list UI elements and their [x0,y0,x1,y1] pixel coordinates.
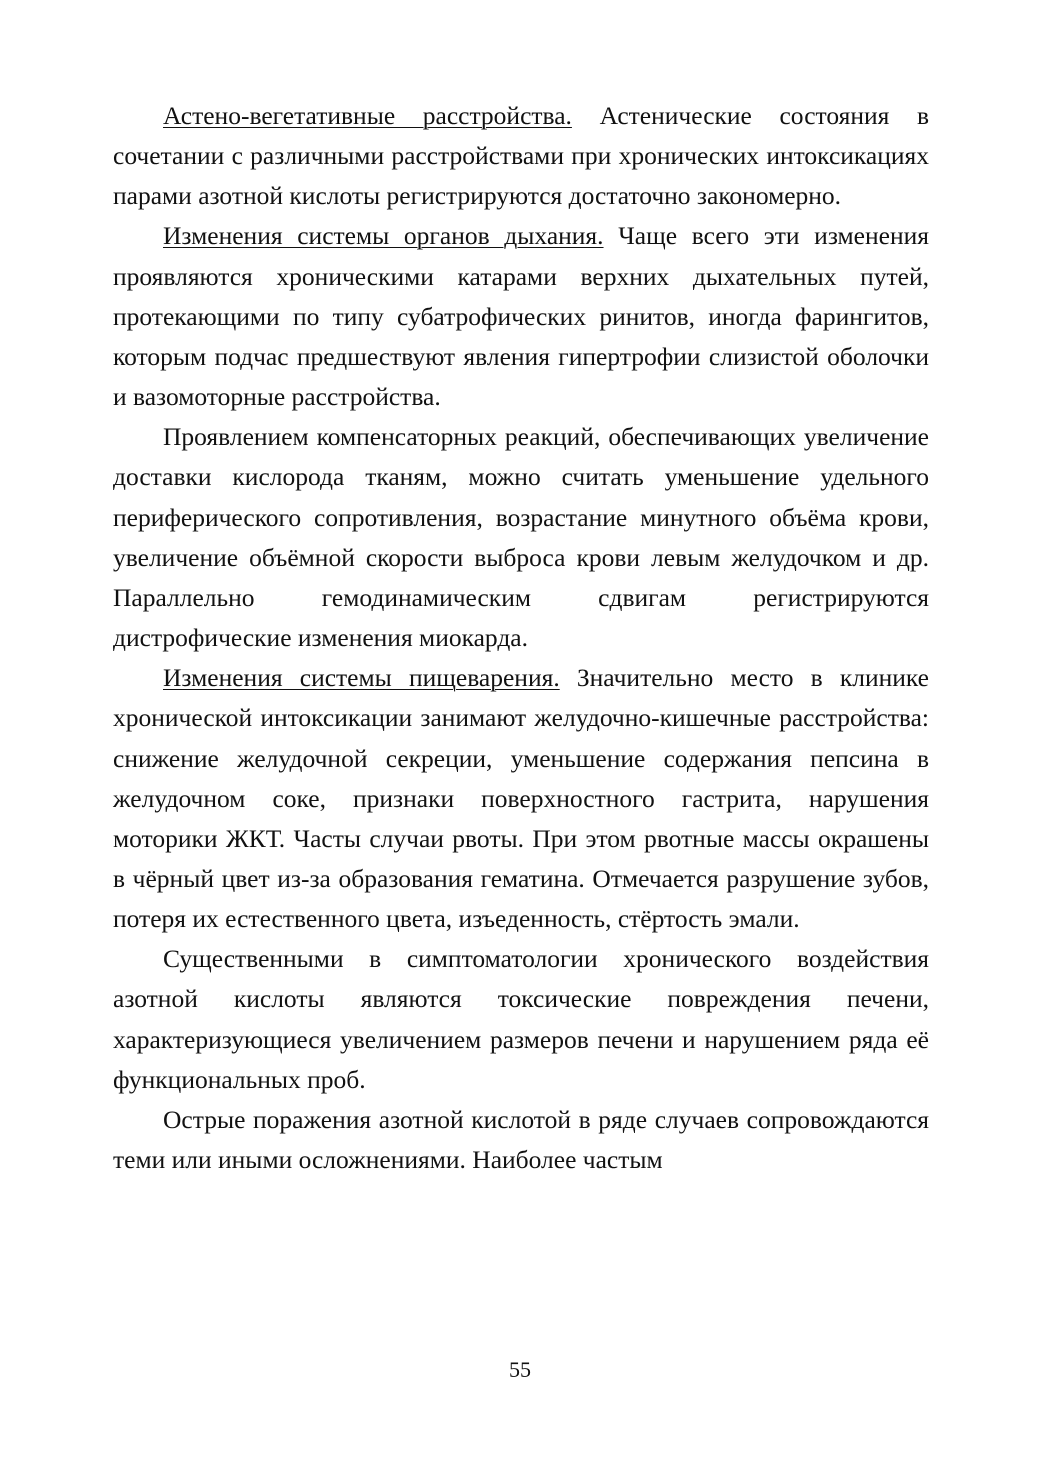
paragraph-text: Проявлением компенсаторных реакций, обеспечивающих увеличение доставки кислорода тканям, можно считать уменьшение удельного периферического сопротивления, возрастание минутного объёма крови, увеличение объёмной скорости выброса крови левым желудочком и др. Параллельно гемодинамическим сдвигам регистрируются дистрофические изменения миокарда. [113,422,929,653]
paragraph-asthenic [113,96,929,216]
section-heading-digestive: Изменения системы пищеварения. [163,663,560,693]
paragraph-digestive [113,658,929,939]
paragraph-liver [113,939,929,1100]
body-text [113,96,929,1180]
paragraph-text: Чаще всего эти изменения проявляются хроническими катарами верхних дыхательных путей, протекающими по типу субатрофических ринитов, иногда фарингитов, которым подчас предшествуют явления гипертрофии слизистой оболочки и вазомоторные расстройства. [113,221,929,412]
page-number: 55 [509,1357,531,1382]
paragraph-text: Значительно место в клинике хронической интоксикации занимают желудочно-кишечные расстройства: снижение желудочной секреции, уменьшение содержания пепсина в желудочном соке, признаки поверхностного гастрита, нарушения моторики ЖКТ. Часты случаи рвоты. При этом рвотные массы окрашены в чёрный цвет из-за образования гематина. Отмечается разрушение зубов, потеря их естественного цвета, изъеденность, стёртость эмали. [113,663,929,934]
section-heading-asthenic: Астено-вегетативные расстройства. [163,101,572,130]
section-heading-respiratory: Изменения системы органов дыхания. [163,221,604,251]
paragraph-acute [113,1100,929,1180]
paragraph-respiratory [113,216,929,417]
paragraph-text: Острые поражения азотной кислотой в ряде случаев сопровождаются теми или иными осложнениями. Наиболее частым [113,1104,929,1175]
paragraph-text: Астенические состояния в сочетании с различными расстройствами при хронических интоксикациях парами азотной кислоты регистрируются достаточно закономерно. [113,101,929,211]
paragraph-compensatory [113,417,929,658]
paragraph-text: Существенными в симптоматологии хронического воздействия азотной кислоты являются токсические повреждения печени, характеризующиеся увеличением размеров печени и нарушением ряда её функциональных проб. [113,944,929,1094]
